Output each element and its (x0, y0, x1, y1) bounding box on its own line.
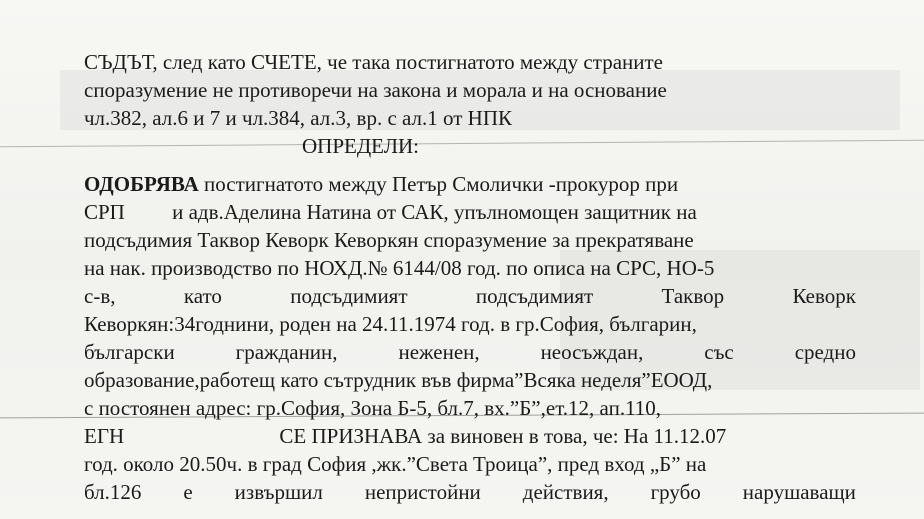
p2-line-5 (84, 284, 856, 308)
p2-line-10 (84, 424, 856, 448)
word: гражданин, (235, 340, 338, 364)
p2-line-4: на нак. производство по НОХД.№ 6144/08 год. по описа на СРС, НО-5 (84, 256, 715, 280)
p2-line-8: образование,работещ като сътрудник във фирма”Всяка неделя”ЕООД, (84, 368, 713, 392)
word: бл.126 (84, 480, 142, 504)
p2-line-3: подсъдимия Таквор Кеворк Кеворкян споразумение за прекратяване (84, 228, 694, 252)
word: грубо (650, 480, 701, 504)
p2-line-12 (84, 480, 856, 504)
approves-word: ОДОБРЯВА (84, 172, 199, 196)
word: е (183, 480, 193, 504)
word: подсъдимият (290, 284, 408, 308)
p1-line-1: СЪДЪТ, след като СЧЕТЕ, че така постигнатото между страните (84, 50, 663, 74)
word: действия, (522, 480, 609, 504)
word: подсъдимият (475, 284, 594, 308)
word: непристойни (364, 480, 481, 504)
p2-line-10-rest: СЕ ПРИЗНАВА за виновен в това, че: На 11.12.07 (279, 424, 727, 448)
p2-line-9: с постоянен адрес: гр.София, Зона Б-5, бл.7, вх.”Б”,ет.12, ап.110, (84, 396, 662, 420)
heading-opredeli: ОПРЕДЕЛИ: (302, 134, 419, 158)
p2-line-11: год. около 20.50ч. в град София ,жк.”Света Троица”, пред вход „Б” на (84, 452, 707, 476)
word: Кеворк (792, 284, 856, 308)
word: извършил (234, 480, 323, 504)
p2-line-2-a: СРП (84, 200, 125, 224)
word: нарушаващи (742, 480, 856, 504)
word: като (183, 284, 222, 308)
word: български (84, 340, 175, 364)
word: неженен, (398, 340, 480, 364)
word: Таквор (661, 284, 725, 308)
p2-line-6: Кеворкян:34годнини, роден на 24.11.1974 год. в гр.София, българин, (84, 312, 697, 336)
p2-line-2 (84, 200, 856, 224)
word: средно (794, 340, 856, 364)
word: със (704, 340, 734, 364)
word: с-в, (84, 284, 116, 308)
p1-line-2: споразумение не противоречи на закона и морала и на основание (84, 78, 667, 102)
p1-line-3: чл.382, ал.6 и 7 и чл.384, ал.3, вр. с ал.1 от НПК (84, 106, 512, 130)
word: неосъждан, (540, 340, 644, 364)
p2-line-7 (84, 340, 856, 364)
p2-line-1 (84, 172, 856, 196)
p2-line-2-b: и адв.Аделина Натина от САК, упълномощен защитник на (172, 200, 697, 224)
egn-label: ЕГН (84, 424, 125, 448)
p2-line-1-rest: постигнатото между Петър Смолички -прокурор при (204, 172, 679, 196)
